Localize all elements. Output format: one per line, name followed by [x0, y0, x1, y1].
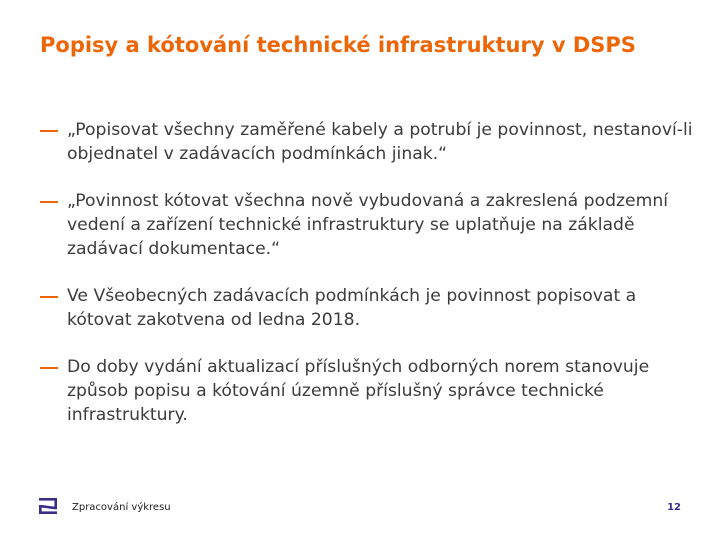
bullet-item: [40, 355, 700, 427]
bullet-text: „Popisovat všechny zaměřené kabely a potrubí je povinnost, nestanoví-li objednatel v zadávacích podmínkách jinak.“: [67, 120, 693, 164]
bullet-text: Do doby vydání aktualizací příslušných odborných norem stanovuje způsob popisu a kótování územně příslušný správce technické infrastruktury.: [67, 357, 650, 425]
dash-bullet-icon: [40, 130, 58, 132]
footer-section-label: Zpracování výkresu: [72, 502, 171, 513]
dash-bullet-icon: [40, 296, 58, 298]
dash-bullet-icon: [40, 201, 58, 203]
bullet-item: [40, 284, 700, 332]
slide-title: Popisy a kótování technické infrastruktury v DSPS: [40, 33, 636, 57]
bullet-text: Ve Všeobecných zadávacích podmínkách je povinnost popisovat a kótovat zakotvena od ledna 2018.: [67, 286, 637, 330]
bullet-list: [40, 118, 700, 450]
bullet-item: [40, 189, 700, 261]
szdc-logo-icon: [38, 496, 58, 516]
dash-bullet-icon: [40, 367, 58, 369]
bullet-text: „Povinnost kótovat všechna nově vybudovaná a zakreslená podzemní vedení a zařízení technické infrastruktury se uplatňuje na základě zadávací dokumentace.“: [67, 191, 668, 259]
page-number: 12: [667, 502, 681, 513]
bullet-item: [40, 118, 700, 166]
